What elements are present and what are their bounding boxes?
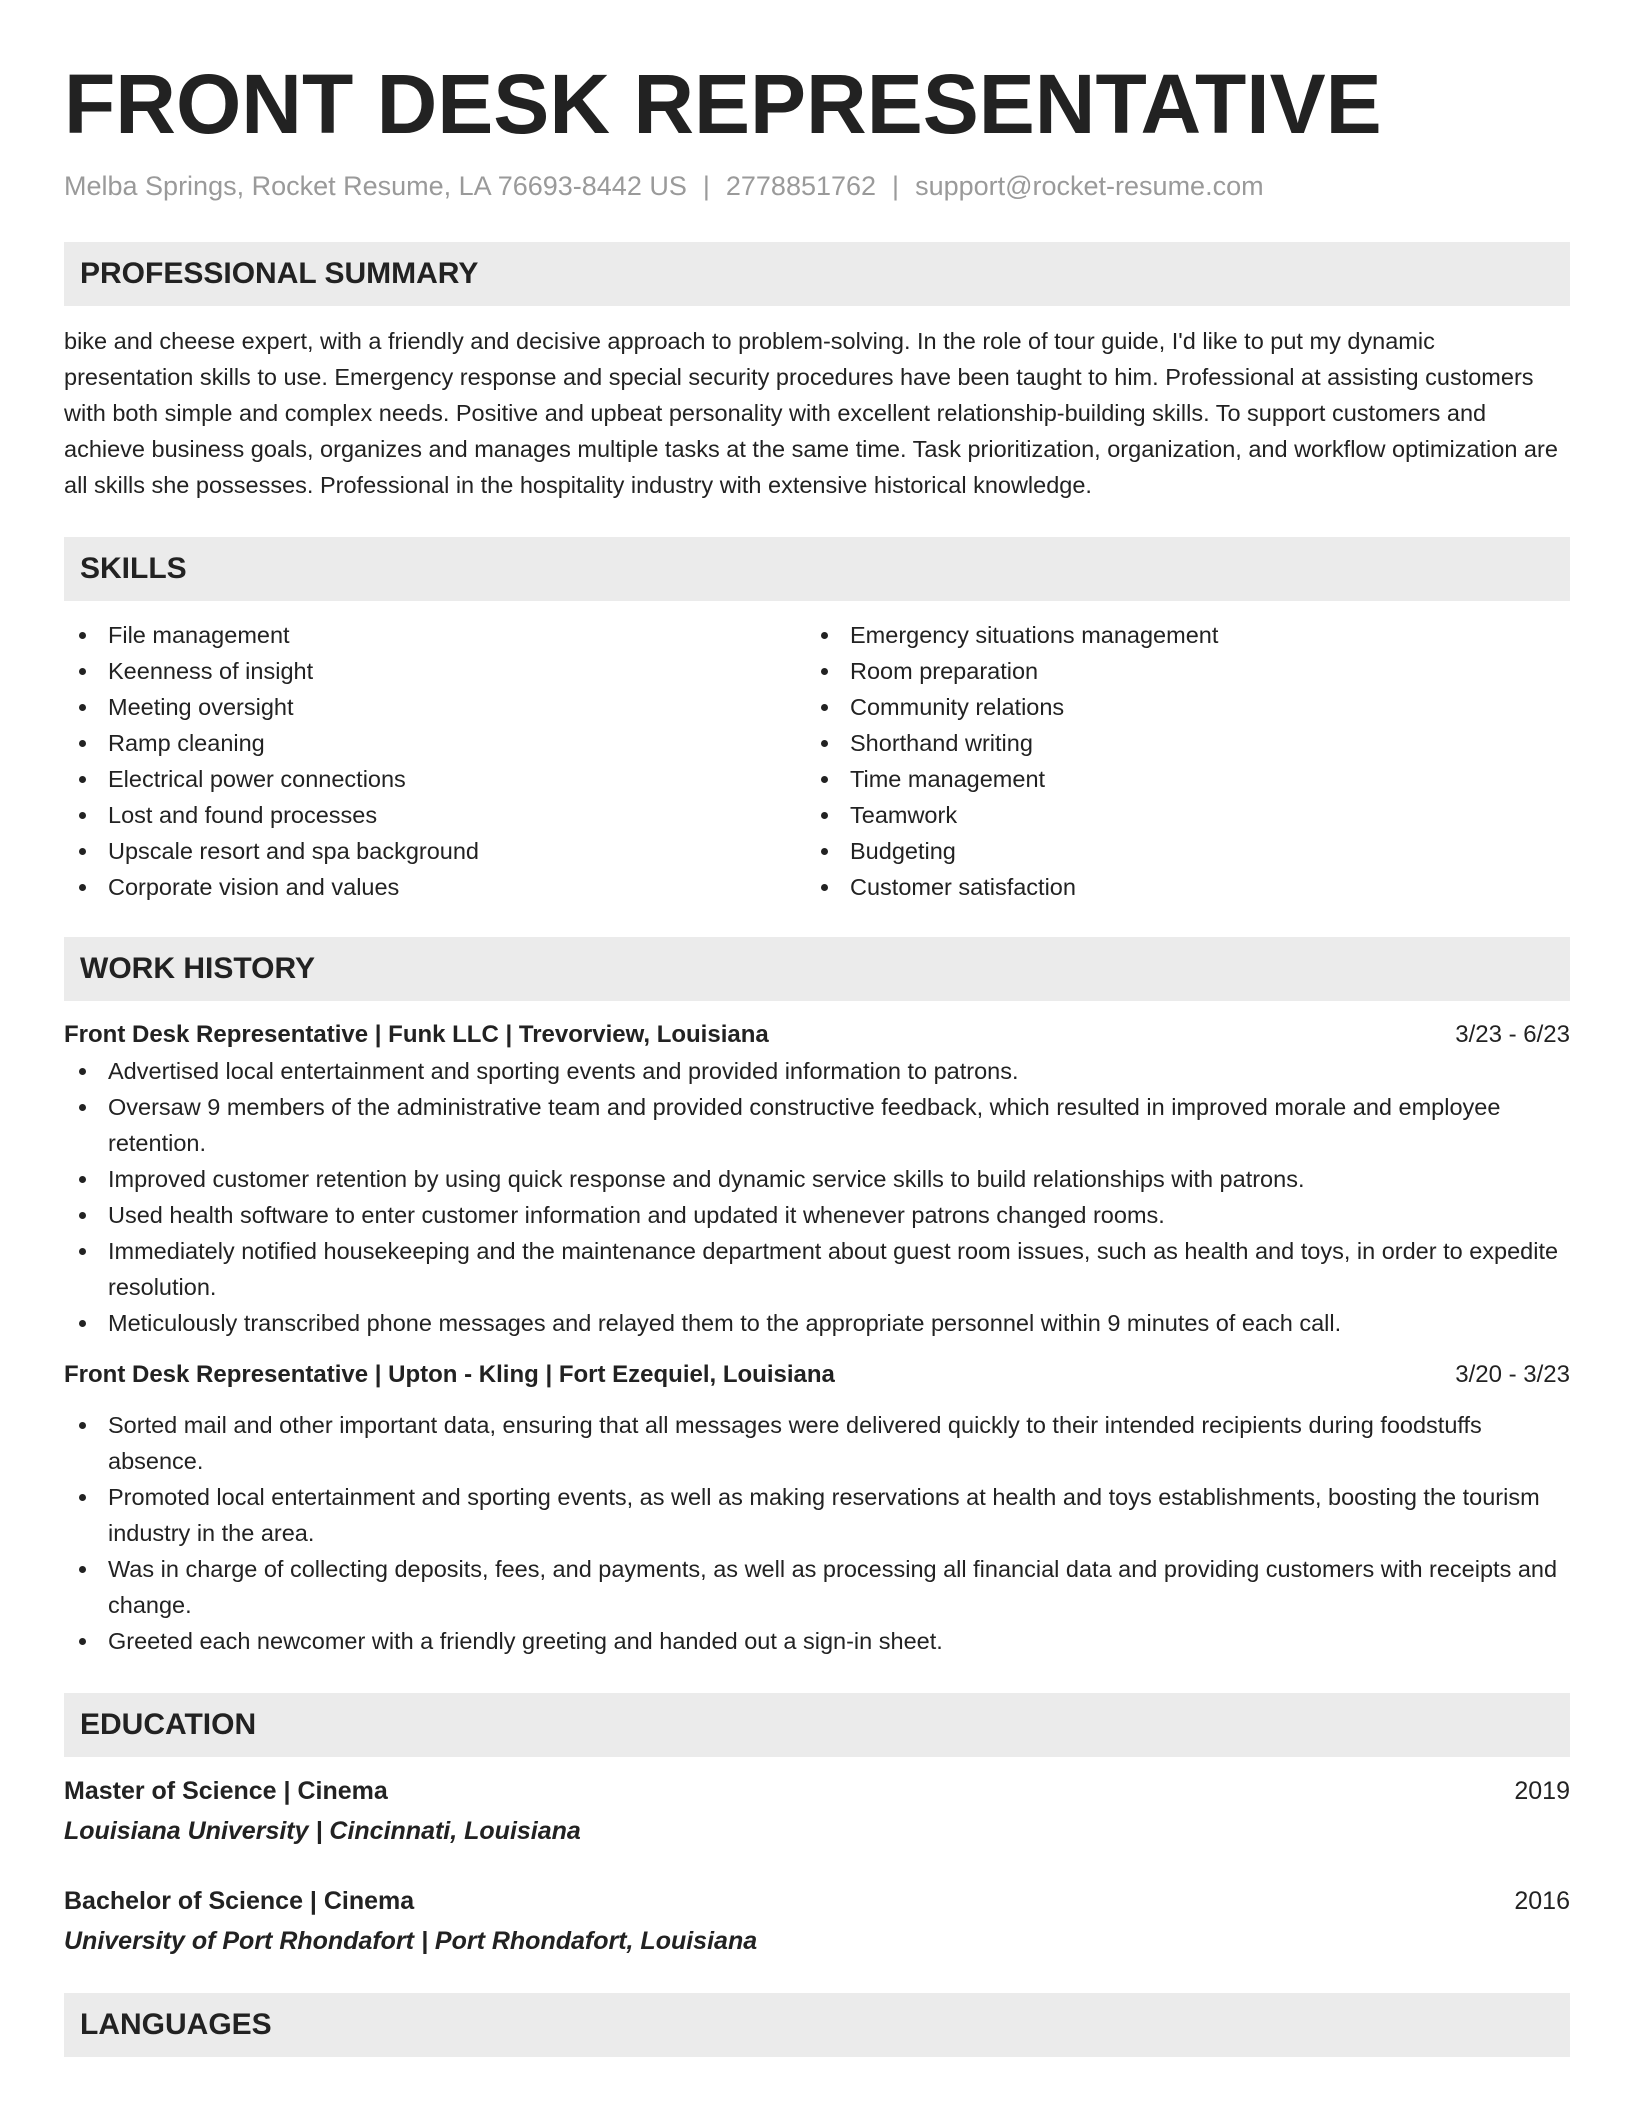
skill-item: Community relations: [806, 689, 1548, 725]
education-degree: Master of Science | Cinema: [64, 1777, 388, 1805]
resume-name: FRONT DESK REPRESENTATIVE: [64, 57, 1382, 151]
section-header-education: EDUCATION: [64, 1693, 1570, 1757]
contact-phone: 2778851762: [725, 171, 877, 201]
job-bullet: Sorted mail and other important data, ensuring that all messages were delivered quickly to their intended recipients during foodstuffs absence.: [64, 1407, 1570, 1479]
education-year: 2016: [1514, 1887, 1570, 1915]
education-entry: [64, 1883, 1570, 1959]
skill-item: Corporate vision and values: [64, 869, 806, 905]
skill-item: Emergency situations management: [806, 617, 1548, 653]
skill-item: Shorthand writing: [806, 725, 1548, 761]
skill-item: Upscale resort and spa background: [64, 833, 806, 869]
skill-item: Lost and found processes: [64, 797, 806, 833]
job-bullet: Improved customer retention by using quick response and dynamic service skills to build relationships with patrons.: [64, 1161, 1570, 1197]
job-bullet: Promoted local entertainment and sporting events, as well as making reservations at health and toys establishments, boosting the tourism industry in the area.: [64, 1479, 1570, 1551]
job-bullet: Oversaw 9 members of the administrative team and provided constructive feedback, which resulted in improved morale and employee retention.: [64, 1089, 1570, 1161]
skill-item: Teamwork: [806, 797, 1548, 833]
skill-item: File management: [64, 617, 806, 653]
skills-grid: [64, 617, 1570, 905]
job-entry: [64, 1017, 1570, 1341]
education-header: [64, 1773, 1570, 1809]
job-bullet: Used health software to enter customer information and updated it whenever patrons changed rooms.: [64, 1197, 1570, 1233]
job-bullet: Advertised local entertainment and sporting events and provided information to patrons.: [64, 1053, 1570, 1089]
section-header-languages: LANGUAGES: [64, 1993, 1570, 2057]
summary-text: bike and cheese expert, with a friendly and decisive approach to problem-solving. In the role of tour guide, I'd like to put my dynamic presentation skills to use. Emergency response and special security procedures have been taught to him. Professional at assisting customers with both simple and complex needs. Positive and upbeat personality with excellent relationship-building skills. To support customers and achieve business goals, organizes and manages multiple tasks at the same time. Task prioritization, organization, and workflow optimization are all skills she possesses. Professional in the hospitality industry with extensive historical knowledge.: [64, 328, 1558, 498]
contact-address: Melba Springs, Rocket Resume, LA 76693-8442 US: [64, 171, 687, 201]
education-year: 2019: [1514, 1777, 1570, 1805]
contact-line: [64, 168, 1570, 204]
skill-item: Meeting oversight: [64, 689, 806, 725]
skill-item: Ramp cleaning: [64, 725, 806, 761]
contact-separator: |: [702, 171, 710, 201]
section-header-work-history: WORK HISTORY: [64, 937, 1570, 1001]
skill-item: Room preparation: [806, 653, 1548, 689]
job-dates: 3/23 - 6/23: [1455, 1021, 1570, 1048]
skill-item: Time management: [806, 761, 1548, 797]
education-entry: [64, 1773, 1570, 1849]
job-bullets: [64, 1053, 1570, 1341]
education-header: [64, 1883, 1570, 1919]
skill-item: Budgeting: [806, 833, 1548, 869]
skill-item: Keenness of insight: [64, 653, 806, 689]
job-bullets: [64, 1407, 1570, 1659]
job-bullet: Meticulously transcribed phone messages and relayed them to the appropriate personnel within 9 minutes of each call.: [64, 1305, 1570, 1341]
skill-item: Electrical power connections: [64, 761, 806, 797]
job-entry: [64, 1357, 1570, 1659]
job-title: Front Desk Representative | Funk LLC | Trevorview, Louisiana: [64, 1021, 769, 1048]
skills-column-left: [64, 617, 806, 905]
job-title: Front Desk Representative | Upton - Kling | Fort Ezequiel, Louisiana: [64, 1361, 835, 1388]
job-bullet: Was in charge of collecting deposits, fees, and payments, as well as processing all financial data and providing customers with receipts and change.: [64, 1551, 1570, 1623]
job-bullet: Immediately notified housekeeping and the maintenance department about guest room issues, such as health and toys, in order to expedite resolution.: [64, 1233, 1570, 1305]
education-degree: Bachelor of Science | Cinema: [64, 1887, 415, 1915]
education-school: University of Port Rhondafort | Port Rhondafort, Louisiana: [64, 1927, 758, 1955]
section-header-skills: SKILLS: [64, 537, 1570, 601]
skills-column-right: [806, 617, 1548, 905]
job-header: [64, 1017, 1570, 1053]
resume-page: [64, 0, 1570, 2057]
education-school: Louisiana University | Cincinnati, Louisiana: [64, 1817, 581, 1845]
contact-email[interactable]: support@rocket-resume.com: [915, 171, 1264, 201]
section-header-summary: PROFESSIONAL SUMMARY: [64, 242, 1570, 306]
job-header: [64, 1357, 1570, 1393]
contact-separator: |: [892, 171, 900, 201]
skill-item: Customer satisfaction: [806, 869, 1548, 905]
job-dates: 3/20 - 3/23: [1455, 1361, 1570, 1388]
job-bullet: Greeted each newcomer with a friendly greeting and handed out a sign-in sheet.: [64, 1623, 1570, 1659]
